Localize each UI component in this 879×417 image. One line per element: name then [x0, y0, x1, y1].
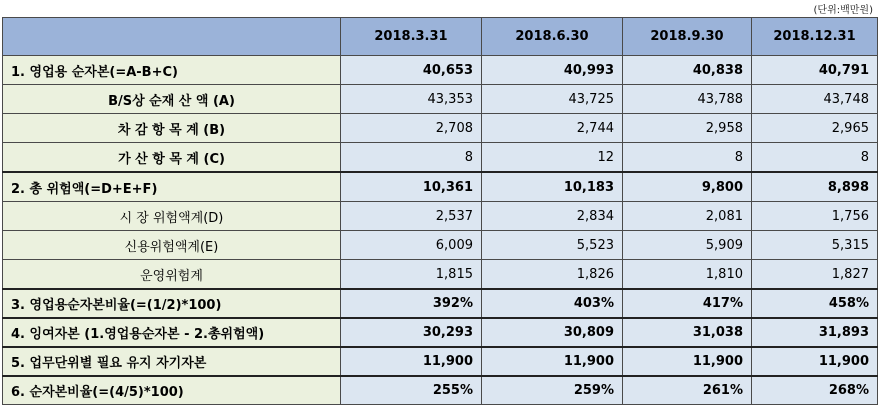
- value-cell: 11,900: [341, 347, 482, 376]
- value-cell: 8: [623, 143, 752, 173]
- value-cell: 40,653: [341, 56, 482, 85]
- value-cell: 1,810: [623, 260, 752, 290]
- period-header: 2018.3.31: [341, 18, 482, 56]
- value-cell: 40,993: [482, 56, 623, 85]
- table-row: [3, 172, 878, 202]
- period-header: 2018.6.30: [482, 18, 623, 56]
- value-cell: 2,958: [623, 114, 752, 143]
- period-header: 2018.12.31: [752, 18, 878, 56]
- value-cell: 2,965: [752, 114, 878, 143]
- value-cell: 11,900: [752, 347, 878, 376]
- header-label-cell: [3, 18, 341, 56]
- value-cell: 5,523: [482, 231, 623, 260]
- value-cell: 43,788: [623, 85, 752, 114]
- value-cell: 1,827: [752, 260, 878, 290]
- row-label: 운영위험계: [3, 260, 341, 290]
- header-row: [3, 18, 878, 56]
- value-cell: 458%: [752, 289, 878, 318]
- value-cell: 43,353: [341, 85, 482, 114]
- row-label: B/S상 순재 산 액 (A): [3, 85, 341, 114]
- table-row: [3, 376, 878, 405]
- value-cell: 11,900: [482, 347, 623, 376]
- table-row: [3, 202, 878, 231]
- row-label: 1. 영업용 순자본(=A-B+C): [3, 56, 341, 85]
- value-cell: 6,009: [341, 231, 482, 260]
- value-cell: 261%: [623, 376, 752, 405]
- value-cell: 43,748: [752, 85, 878, 114]
- table-row: [3, 143, 878, 173]
- value-cell: 30,809: [482, 318, 623, 347]
- value-cell: 403%: [482, 289, 623, 318]
- row-label: 신용위험액계(E): [3, 231, 341, 260]
- value-cell: 9,800: [623, 172, 752, 202]
- table-row: [3, 114, 878, 143]
- row-label: 시 장 위험액계(D): [3, 202, 341, 231]
- row-label: 차 감 항 목 계 (B): [3, 114, 341, 143]
- value-cell: 31,038: [623, 318, 752, 347]
- value-cell: 417%: [623, 289, 752, 318]
- table-row: [3, 260, 878, 290]
- unit-note: (단위:백만원): [813, 5, 873, 16]
- value-cell: 1,815: [341, 260, 482, 290]
- value-cell: 8,898: [752, 172, 878, 202]
- value-cell: 31,893: [752, 318, 878, 347]
- value-cell: 43,725: [482, 85, 623, 114]
- value-cell: 30,293: [341, 318, 482, 347]
- row-label: 4. 잉여자본 (1.영업용순자본 - 2.총위험액): [3, 318, 341, 347]
- value-cell: 5,909: [623, 231, 752, 260]
- value-cell: 259%: [482, 376, 623, 405]
- table-row: [3, 347, 878, 376]
- value-cell: 40,838: [623, 56, 752, 85]
- value-cell: 10,361: [341, 172, 482, 202]
- capital-adequacy-table: [2, 17, 878, 405]
- table-row: [3, 231, 878, 260]
- value-cell: 2,708: [341, 114, 482, 143]
- value-cell: 2,081: [623, 202, 752, 231]
- table-row: [3, 85, 878, 114]
- table-row: [3, 289, 878, 318]
- value-cell: 1,756: [752, 202, 878, 231]
- value-cell: 2,834: [482, 202, 623, 231]
- value-cell: 255%: [341, 376, 482, 405]
- table-row: [3, 318, 878, 347]
- value-cell: 40,791: [752, 56, 878, 85]
- period-header: 2018.9.30: [623, 18, 752, 56]
- row-label: 5. 업무단위별 필요 유지 자기자본: [3, 347, 341, 376]
- value-cell: 1,826: [482, 260, 623, 290]
- row-label: 6. 순자본비율(=(4/5)*100): [3, 376, 341, 405]
- value-cell: 8: [752, 143, 878, 173]
- value-cell: 8: [341, 143, 482, 173]
- table-row: [3, 56, 878, 85]
- row-label: 3. 영업용순자본비율(=(1/2)*100): [3, 289, 341, 318]
- value-cell: 11,900: [623, 347, 752, 376]
- value-cell: 10,183: [482, 172, 623, 202]
- value-cell: 2,537: [341, 202, 482, 231]
- row-label: 2. 총 위험액(=D+E+F): [3, 172, 341, 202]
- value-cell: 2,744: [482, 114, 623, 143]
- value-cell: 268%: [752, 376, 878, 405]
- row-label: 가 산 항 목 계 (C): [3, 143, 341, 173]
- value-cell: 5,315: [752, 231, 878, 260]
- value-cell: 392%: [341, 289, 482, 318]
- value-cell: 12: [482, 143, 623, 173]
